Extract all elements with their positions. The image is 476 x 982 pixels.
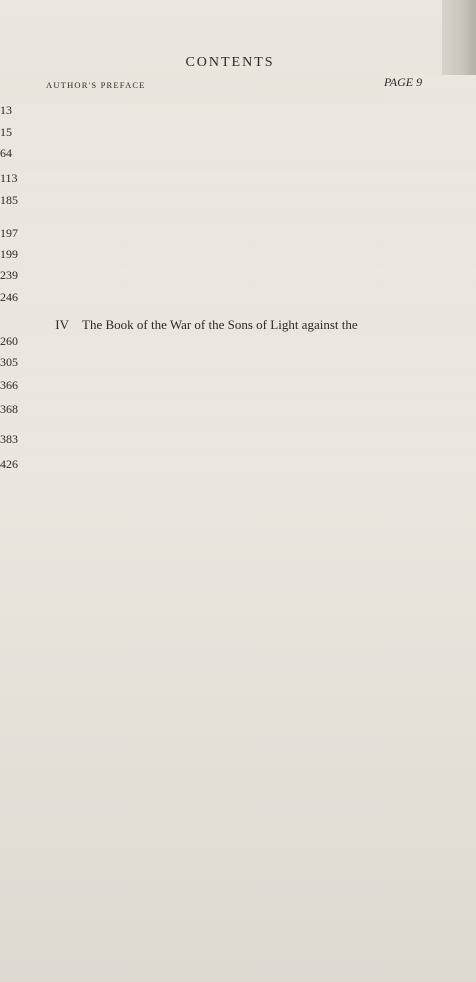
entry-page: 199 (0, 247, 476, 772)
entry-page: 260 (0, 334, 476, 859)
entry-page: 113 (0, 171, 476, 696)
toc-entry (0, 193, 476, 218)
toc-entry (0, 125, 476, 148)
toc-entry (0, 317, 476, 357)
toc-entry (0, 171, 476, 195)
toc-preface (0, 75, 476, 100)
index-page: 426 (0, 457, 476, 982)
entry-page: 15 (0, 125, 476, 650)
contents-title: CONTENTS (185, 55, 275, 70)
entry-page: 239 (0, 268, 476, 793)
toc-entry (0, 290, 476, 313)
part-three-page: 383 (0, 432, 476, 957)
toc-entry (0, 355, 476, 380)
part-one-page: 13 (0, 103, 476, 628)
preface-page: PAGE 9 (384, 75, 476, 600)
toc-entry (0, 402, 476, 426)
entry-page: 64 (0, 146, 476, 671)
toc-entry (0, 146, 476, 172)
entry-page: 305 (0, 355, 476, 880)
toc-entry (0, 378, 476, 403)
entry-page: 368 (0, 402, 476, 927)
preface-label: AUTHOR'S PREFACE (46, 80, 146, 90)
toc-entry (0, 247, 476, 270)
toc-entry (0, 268, 476, 291)
entry-page: 366 (0, 378, 476, 903)
part-two-page: 197 (0, 226, 476, 751)
entry-number: IV (55, 317, 69, 332)
toc-index (0, 457, 476, 485)
entry-title: The Book of the War of the Sons of Light against the (82, 317, 358, 332)
entry-page: 246 (0, 290, 476, 815)
entry-page: 185 (0, 193, 476, 718)
